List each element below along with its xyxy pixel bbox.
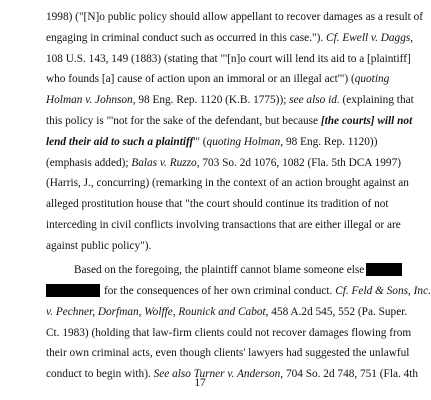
text-segment: (Harris, J., concurring) (remarking in the context of an action brought against an xyxy=(46,177,409,190)
redaction-box xyxy=(366,263,402,276)
text-line xyxy=(46,176,409,190)
text-line xyxy=(46,346,409,360)
text-segment: alleged prostitution house that "the court should continue its tradition of not xyxy=(46,198,389,211)
text-segment: v. Pechner, Dorfman, Wolffe, Rounick and Cabot xyxy=(46,305,266,318)
page-number: 17 xyxy=(194,377,206,389)
text-segment: , 704 So. 2d 748, 751 (Fla. 4th xyxy=(280,368,419,381)
text-segment: [the courts] will not xyxy=(320,115,413,127)
text-segment: conduct to begin with). xyxy=(46,368,154,381)
text-line xyxy=(46,135,377,149)
text-line xyxy=(46,284,431,298)
text-segment: Cf. Ewell v. Daggs xyxy=(326,31,411,44)
text-segment: , 98 Eng. Rep. 1120 (K.B. 1775)); xyxy=(132,94,290,107)
text-line xyxy=(46,31,413,45)
text-segment: Ct. 1983) (holding that law-firm clients could not recover damages flowing from xyxy=(46,326,412,339)
text-line xyxy=(46,72,389,86)
text-segment: their own criminal acts, even though clients' lawyers had suggested the unlawful xyxy=(46,347,410,360)
text-segment: interceding in civil conflicts involving transactions that are either illegal or are xyxy=(46,219,401,231)
text-line xyxy=(46,197,389,211)
text-line xyxy=(46,10,423,24)
text-segment: See also Turner v. Anderson xyxy=(153,368,281,381)
text-segment: engaging in criminal conduct such as occurred in this case."). xyxy=(46,31,327,44)
text-segment: (explaining that xyxy=(339,94,414,107)
text-line xyxy=(46,218,401,232)
text-line xyxy=(46,305,407,319)
text-segment: , 98 Eng. Rep. 1120)) xyxy=(280,135,378,148)
text-segment: lend their aid to such a plaintiff xyxy=(46,135,194,148)
text-line xyxy=(46,93,414,107)
text-segment: , 703 So. 2d 1076, 1082 (Fla. 5th DCA 1997) xyxy=(196,156,401,169)
text-line xyxy=(46,114,412,128)
text-segment: '" ( xyxy=(193,135,207,148)
paragraph-opening-line xyxy=(74,263,402,277)
redaction-box xyxy=(46,284,100,297)
text-line xyxy=(46,52,411,66)
text-segment: Cf. Feld & Sons, Inc. xyxy=(335,285,431,297)
text-segment: quoting Holman xyxy=(206,135,281,148)
text-segment: see also id. xyxy=(289,94,340,107)
text-segment: 108 U.S. 143, 149 (1883) (stating that "'[n]o court will lend its aid to a [plaintiff] xyxy=(46,52,411,65)
text-segment: 1998) ("[N]o public policy should allow appellant to recover damages as a result of xyxy=(46,11,423,23)
text-segment: for the consequences of her own criminal conduct. xyxy=(104,285,336,297)
text-segment: , 458 A.2d 545, 552 (Pa. Super. xyxy=(265,305,408,318)
text-segment: , xyxy=(410,31,414,44)
text-segment: against public policy"). xyxy=(46,239,152,252)
text-line xyxy=(46,326,411,340)
text-segment: quoting xyxy=(354,73,390,86)
text-segment: (emphasis added); xyxy=(46,156,132,169)
text-segment: this policy is "'not for the sake of the defendant, but because xyxy=(46,115,321,127)
text-line xyxy=(46,156,401,170)
text-segment: who founds [a] cause of action upon an immoral or an illegal act'") ( xyxy=(46,73,355,86)
text-segment: Balas v. Ruzzo xyxy=(131,156,197,169)
text-line xyxy=(46,239,151,253)
text-segment: Holman v. Johnson xyxy=(46,94,133,107)
paragraph-opening-text: Based on the foregoing, the plaintiff cannot blame someone else xyxy=(74,264,365,276)
